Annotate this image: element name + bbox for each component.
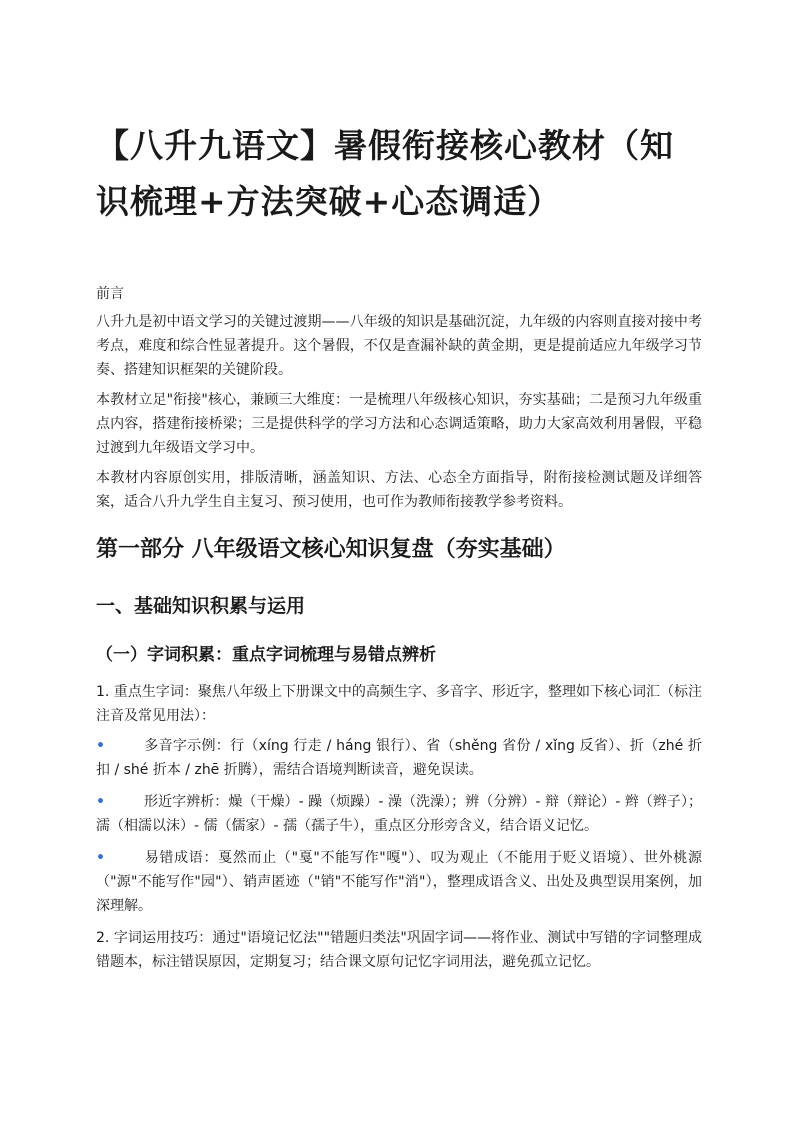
document-title: 【八升九语文】暑假衔接核心教材（知识梳理+方法突破+心态调适） [96, 126, 674, 221]
preface-label: 前言 [96, 286, 124, 302]
bullet-text: 多音字示例：行（xíng 行走 / háng 银行）、省（shěng 省份 / xǐng 反省）、折（zhé 折扣 / shé 折本 / zhē 折腾），需结合语境判断读音，避免误读。 [96, 738, 702, 778]
document-page [96, 118, 702, 980]
subsection1-heading: （一）字词积累：重点字词梳理与易错点辨析 [96, 645, 436, 665]
section1-heading: 一、基础知识积累与运用 [96, 595, 306, 617]
bullet-item-idioms [96, 846, 702, 918]
preface-paragraph-1: 八升九是初中语文学习的关键过渡期——八年级的知识是基础沉淀，九年级的内容则直接对接中考考点，难度和综合性显著提升。这个暑假，不仅是查漏补缺的黄金期，更是提前适应九年级学习节奏、搭建知识框架的关键阶段。 [96, 314, 702, 378]
preface-paragraph-2: 本教材立足"衔接"核心，兼顾三大维度：一是梳理八年级核心知识，夯实基础；二是预习九年级重点内容，搭建衔接桥梁；三是提供科学的学习方法和心态调适策略，助力大家高效利用暑假，平稳过渡到九年级语文学习中。 [96, 392, 702, 456]
bullet-icon: • [96, 794, 105, 810]
bullet-text: 形近字辨析：燥（干燥）- 躁（烦躁）- 澡（洗澡）；辨（分辨）- 辩（辩论）- 辫（辫子）；濡（相濡以沫）- 儒（儒家）- 孺（孺子牛），重点区分形旁含义，结合语义记忆。 [96, 794, 702, 834]
bullet-icon: • [96, 738, 105, 754]
part1-heading: 第一部分 八年级语文核心知识复盘（夯实基础） [96, 537, 566, 562]
preface-paragraph-3: 本教材内容原创实用，排版清晰，涵盖知识、方法、心态全方面指导，附衔接检测试题及详细答案，适合八升九学生自主复习、预习使用，也可作为教师衔接教学参考资料。 [96, 470, 702, 510]
bullet-item-polyphone [96, 734, 702, 782]
item-1-text: 1. 重点生字词：聚焦八年级上下册课文中的高频生字、多音字、形近字，整理如下核心词汇（标注注音及常见用法）： [96, 684, 702, 724]
bullet-item-similar-chars [96, 790, 702, 838]
bullet-text: 易错成语：戛然而止（"戛"不能写作"嘎"）、叹为观止（不能用于贬义语境）、世外桃源（"源"不能写作"园"）、销声匿迹（"销"不能写作"消"），整理成语含义、出处及典型误用案例，加深理解。 [96, 850, 702, 914]
item-2-text: 2. 字词运用技巧：通过"语境记忆法""错题归类法"巩固字词——将作业、测试中写错的字词整理成错题本，标注错误原因，定期复习；结合课文原句记忆字词用法，避免孤立记忆。 [96, 930, 702, 970]
bullet-icon: • [96, 850, 105, 866]
